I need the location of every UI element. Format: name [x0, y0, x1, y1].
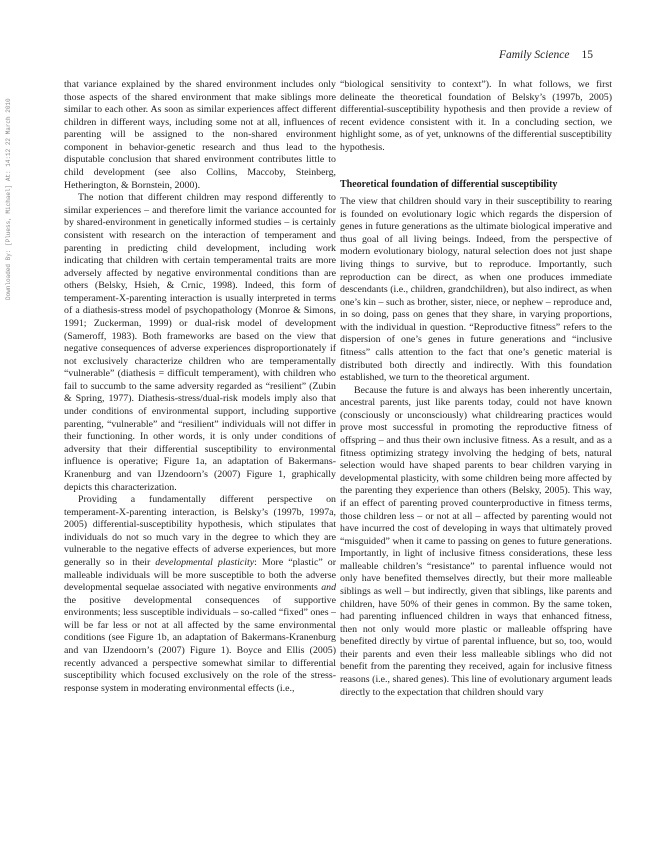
paragraph-text: the positive developmental consequences of supportive environments; less susceptible individuals – so-called “fixed” ones – will be far less or not at all affected by the same environmental conditions (see Figure 1b, an adaptation of Bakermans-Kranenburg and van IJzendoorn’s (2007) Figure 1). Boyce and Ellis (2005) recently advanced a perspective somewhat similar to differential susceptibility which focused exclusively on the role of the stress-response system in moderating environmental effects (i.e.,	[64, 594, 336, 694]
paragraph-continuation: that variance explained by the shared environment includes only those aspects of the shared environment that make siblings more similar to each other. As soon as similar experiences affect different children in different ways, including some not at all, influences of parenting will be assigned to the non-shared environment component in behavior-genetic research and thus lead to the disputable conclusion that shared environment contributes little to child development (see also Collins, Maccoby, Steinberg, Hetherington, & Bornstein, 2000).	[64, 79, 336, 191]
left-column	[64, 79, 336, 695]
paragraph-continuation: “biological sensitivity to context”). In what follows, we first delineate the theoretical foundation of Belsky’s (1997b, 2005) differential-susceptibility hypothesis and then provide a review of recent evidence consistent with it. In a concluding section, we highlight some, as of yet, unknowns of the differential susceptibility hypothesis.	[340, 79, 612, 153]
section-heading: Theoretical foundation of differential susceptibility	[340, 179, 558, 191]
journal-title: Family Science	[498, 49, 570, 61]
emphasis-term: developmental plasticity	[155, 556, 255, 568]
right-column	[340, 79, 612, 699]
emphasis-term: and	[321, 582, 337, 594]
paragraph-evolutionary-logic: The view that children should vary in their susceptibility to rearing is founded on evolutionary logic which regards the dispersion of genes in future generations as the ultimate biological imperative and thus goal of all living beings. Indeed, from the perspective of modern evolutionary biology, natural selection does not just shape living things to survive, but to reproduce. Importantly, such reproduction can be direct, as when one produces immediate descendants (i.e., children, grandchildren), but also indirect, as when one’s kin – such as brother, sister, niece, or nephew – reproduce and, in so doing, pass on genes that they share, in varying proportions, with the individual in question. “Reproductive fitness” refers to the dispersion of one’s genes in future generations and “inclusive fitness” calls attention to the fact that one’s genetic material is distributed both directly and indirectly. With this foundation established, we turn to the theoretical argument.	[340, 196, 612, 384]
paragraph-text: : More “plastic” or malleable individuals will be more susceptible to both the adverse developmental sequelae associated with negative environments	[64, 556, 336, 594]
page-number: 15	[581, 49, 593, 61]
paragraph-differential-susceptibility	[64, 494, 336, 695]
download-sidebar	[3, 270, 13, 570]
running-header	[499, 49, 593, 61]
paragraph-bet-hedging: Because the future is and always has been inherently uncertain, ancestral parents, just like parents today, could not have known (consciously or unconsciously) what childrearing practices would prove most successful in promoting the reproductive fitness of offspring – and thus their own inclusive fitness. As a result, and as a fitness optimizing strategy involving the hedging of bets, natural selection would have shaped parents to bear children varying in developmental plasticity, with some children being more affected by the parenting they experience than others (Belsky, 2005). This way, if an effect of parenting proved counterproductive in fitness terms, those children less – or not at all – affected by parenting would not have incurred the cost of developing in ways that ultimately proved “misguided” when it came to passing on genes to future generations. Importantly, in light of inclusive fitness considerations, these less malleable children’s “resistance” to parental influence would not only have benefited themselves directly, but their more malleable siblings as well – but indirectly, given that siblings, like parents and children, have 50% of their genes in common. By the same token, had parenting influenced children in ways that enhanced fitness, then not only would more plastic or malleable offspring have benefited directly by virtue of parental influence, but so, too, would their parents and even their less malleable siblings who did not benefit from the parenting they received, again for inclusive fitness reasons (i.e., shared genes). This line of evolutionary argument leads directly to the expectation that children should vary	[340, 384, 612, 698]
paragraph-temperament: The notion that different children may respond differently to similar experiences – and therefore limit the variance accounted for by shared-environment in genetically informed studies – is certainly consistent with research on the interaction of temperament and parenting in predicting child development, including work indicating that children with certain temperamental traits are more adversely affected by negative environmental conditions than are others (Belsky, Hsieh, & Crnic, 1998). Indeed, this form of temperament-X-parenting interaction is usually interpreted in terms of a diathesis-stress model of psychopathology (Monroe & Simons, 1991; Zuckerman, 1999) or dual-risk model of development (Sameroff, 1983). Both frameworks are based on the view that negative consequences of adverse experiences disproportionately if not exclusively characterize children who are temperamentally “vulnerable” (diathesis = difficult temperament), with children who fail to succumb to the same adversity regarded as “resilient” (Zubin & Spring, 1977). Diathesis-stress/dual-risk models imply also that under conditions of environmental support, including supportive parenting, “vulnerable” and “resilient” individuals will not differ in their functioning. In other words, it is only under conditions of adversity that their differential susceptibility to environmental influence is operative; Figure 1a, an adaptation of Bakermans-Kranenburg and van IJzendoorn’s (2007) Figure 1, graphically depicts this characterization.	[64, 192, 336, 493]
download-note: Downloaded By: [Pluess, Michael] At: 14:12 22 March 2010	[5, 98, 12, 300]
paragraph-text: Providing a fundamentally different perspective on temperament-X-parenting interaction, is Belsky’s (1997b, 1997a, 2005) differential-susceptibility hypothesis, which stipulates that individuals do not so much vary in the degree to which they are vulnerable to the negative effects of adverse experiences, but more generally so in their	[64, 494, 336, 568]
